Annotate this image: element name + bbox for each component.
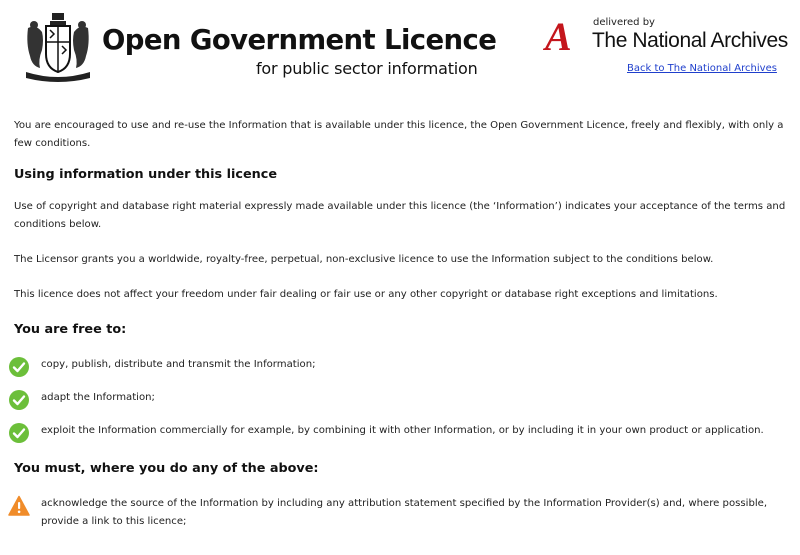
check-circle-icon — [8, 389, 30, 411]
list-item-text: adapt the Information; — [41, 392, 155, 403]
page-header — [0, 0, 800, 100]
warning-triangle-icon — [8, 495, 30, 517]
tna-logo-letter: A — [545, 17, 572, 53]
paragraph-grant: The Licensor grants you a worldwide, royalty-free, perpetual, non-exclusive licence to use the Information subject to the conditions below. — [14, 254, 714, 265]
check-circle-icon — [8, 422, 30, 444]
back-to-archives-link[interactable]: Back to The National Archives — [627, 63, 777, 74]
list-item-acknowledge — [14, 495, 789, 531]
list-item-text: exploit the Information commercially for example, by combining it with other Information, or by including it in your own product or application. — [41, 425, 764, 436]
delivered-by-label: delivered by — [593, 17, 655, 28]
heading-must: You must, where you do any of the above: — [14, 461, 319, 476]
intro-paragraph: You are encouraged to use and re-use the Information that is available under this licence, the Open Government Licence, freely and flexibly, with only a few conditions. — [14, 120, 784, 149]
royal-crest-icon — [22, 12, 94, 82]
paragraph-acceptance: Use of copyright and database right material expressly made available under this licence (the ‘Information’) indicates your acceptance of the terms and conditions below. — [14, 201, 786, 230]
check-circle-icon — [8, 356, 30, 378]
list-item-text: copy, publish, distribute and transmit the Information; — [41, 359, 316, 370]
list-item-copy — [14, 356, 789, 374]
tna-name: The National Archives — [592, 29, 788, 52]
licence-content — [14, 117, 789, 531]
licence-subtitle: for public sector information — [256, 59, 478, 78]
heading-using-information: Using information under this licence — [14, 167, 278, 182]
list-item-text: acknowledge the source of the Information by including any attribution statement specified by the Information Provider(s) and, where possible, provide a link to this licence; — [41, 498, 768, 527]
heading-free-to: You are free to: — [14, 322, 127, 337]
tna-logo-icon — [543, 17, 593, 53]
licence-title: Open Government Licence — [102, 24, 497, 56]
list-item-exploit — [14, 422, 789, 440]
list-item-adapt — [14, 389, 789, 407]
paragraph-exceptions: This licence does not affect your freedom under fair dealing or fair use or any other copyright or database right exceptions and limitations. — [14, 289, 718, 300]
